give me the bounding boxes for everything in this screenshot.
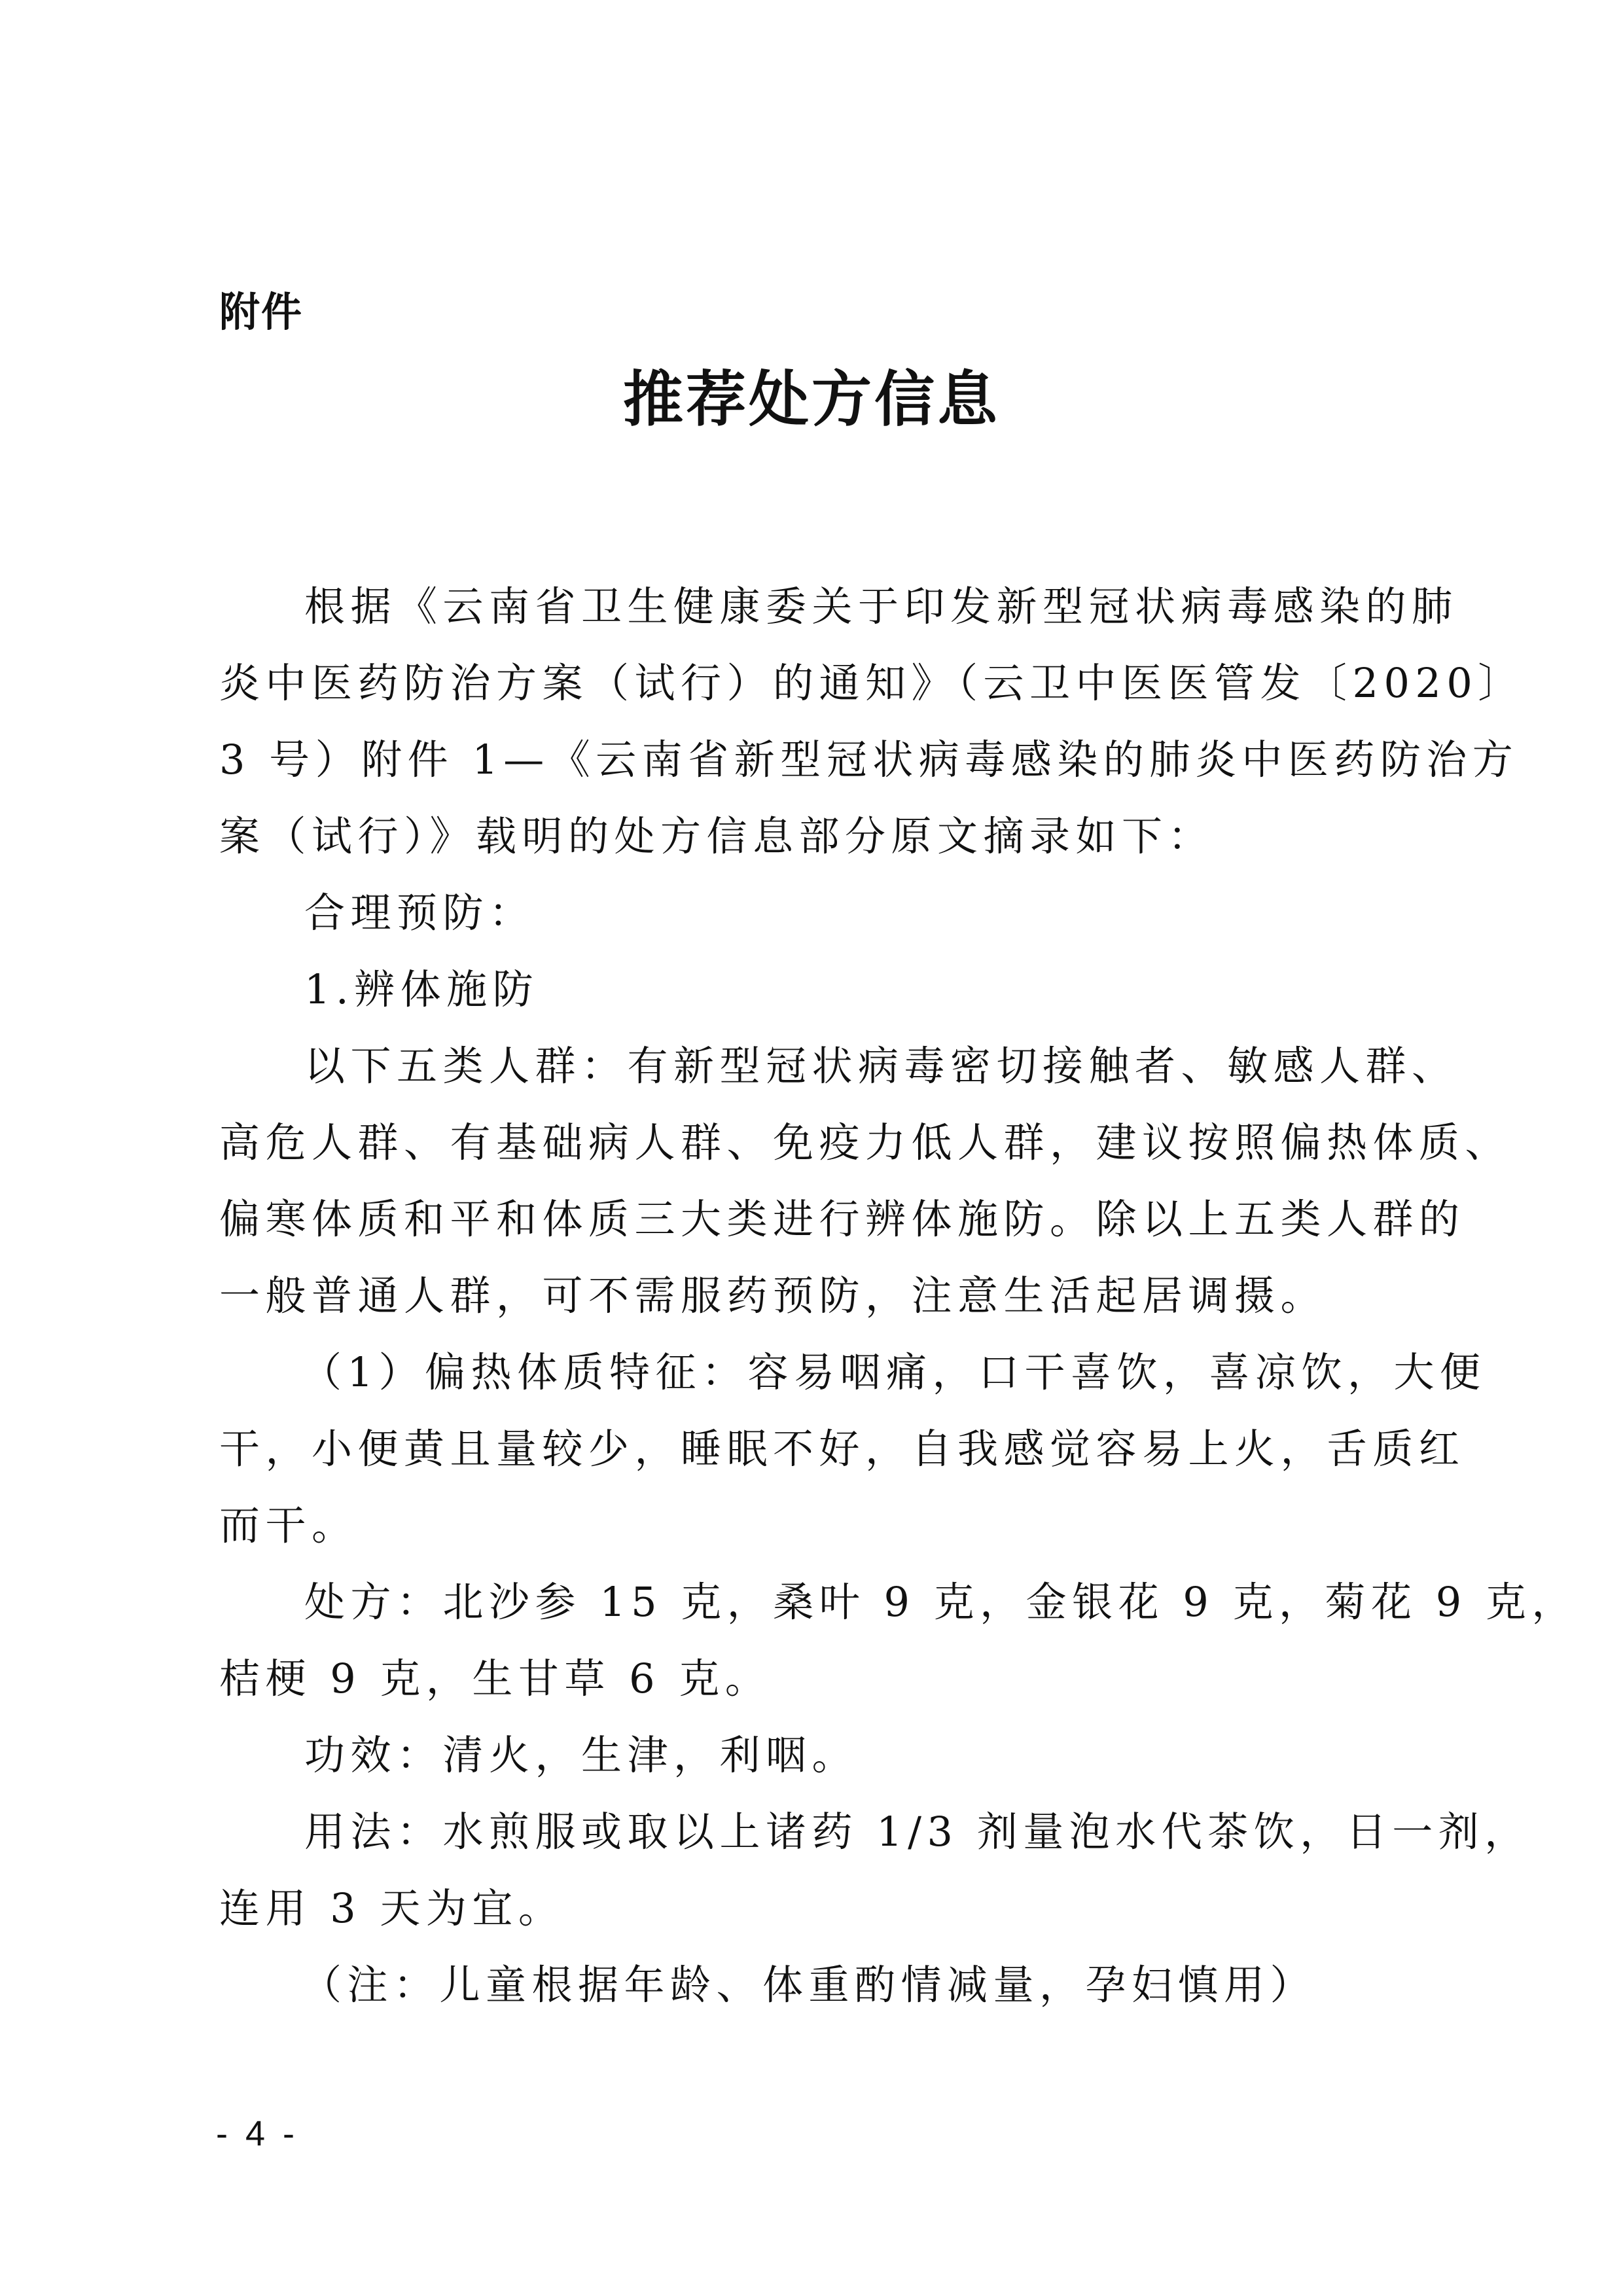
paragraph-line: 干，小便黄且量较少，睡眠不好，自我感觉容易上火，舌质红 [219, 1425, 1465, 1473]
paragraph-line: 一般普通人群，可不需服药预防，注意生活起居调摄。 [219, 1272, 1327, 1319]
paragraph-line: 而干。 [219, 1501, 358, 1549]
usage-line: 连用 3 天为宜。 [219, 1884, 565, 1932]
page-number: - 4 - [216, 2114, 299, 2153]
effect-line: 功效：清火，生津，利咽。 [304, 1731, 859, 1779]
document-body [219, 568, 1578, 2023]
section-heading: 合理预防： [304, 889, 535, 937]
prescription-line: 处方：北沙参 15 克，桑叶 9 克，金银花 9 克，菊花 9 克， [304, 1578, 1578, 1626]
paragraph-line: 根据《云南省卫生健康委关于印发新型冠状病毒感染的肺 [304, 583, 1458, 630]
subsection-heading: 1.辨体施防 [304, 965, 539, 1013]
paragraph-line: 案（试行）》载明的处方信息部分原文摘录如下： [219, 812, 1215, 860]
paragraph-line: 高危人群、有基础病人群、免疫力低人群，建议按照偏热体质、 [219, 1119, 1512, 1166]
note-line: （注：儿童根据年龄、体重酌情减量，孕妇慎用） [301, 1961, 1317, 2009]
paragraph-line: （1）偏热体质特征：容易咽痛，口干喜饮，喜凉饮，大便 [301, 1348, 1486, 1396]
paragraph-line: 偏寒体质和平和体质三大类进行辨体施防。除以上五类人群的 [219, 1195, 1465, 1243]
usage-line: 用法：水煎服或取以上诸药 1/3 剂量泡水代茶饮，日一剂， [304, 1808, 1531, 1856]
paragraph-line: 以下五类人群：有新型冠状病毒密切接触者、敏感人群、 [304, 1042, 1458, 1090]
page-title: 推荐处方信息 [622, 364, 1000, 435]
prescription-line: 桔梗 9 克，生甘草 6 克。 [219, 1655, 772, 1702]
attachment-label: 附件 [219, 288, 304, 336]
paragraph-line: 炎中医药防治方案（试行）的通知》（云卫中医医管发〔2020〕 [219, 659, 1524, 707]
paragraph-line: 3 号）附件 1—《云南省新型冠状病毒感染的肺炎中医药防治方 [219, 736, 1519, 783]
